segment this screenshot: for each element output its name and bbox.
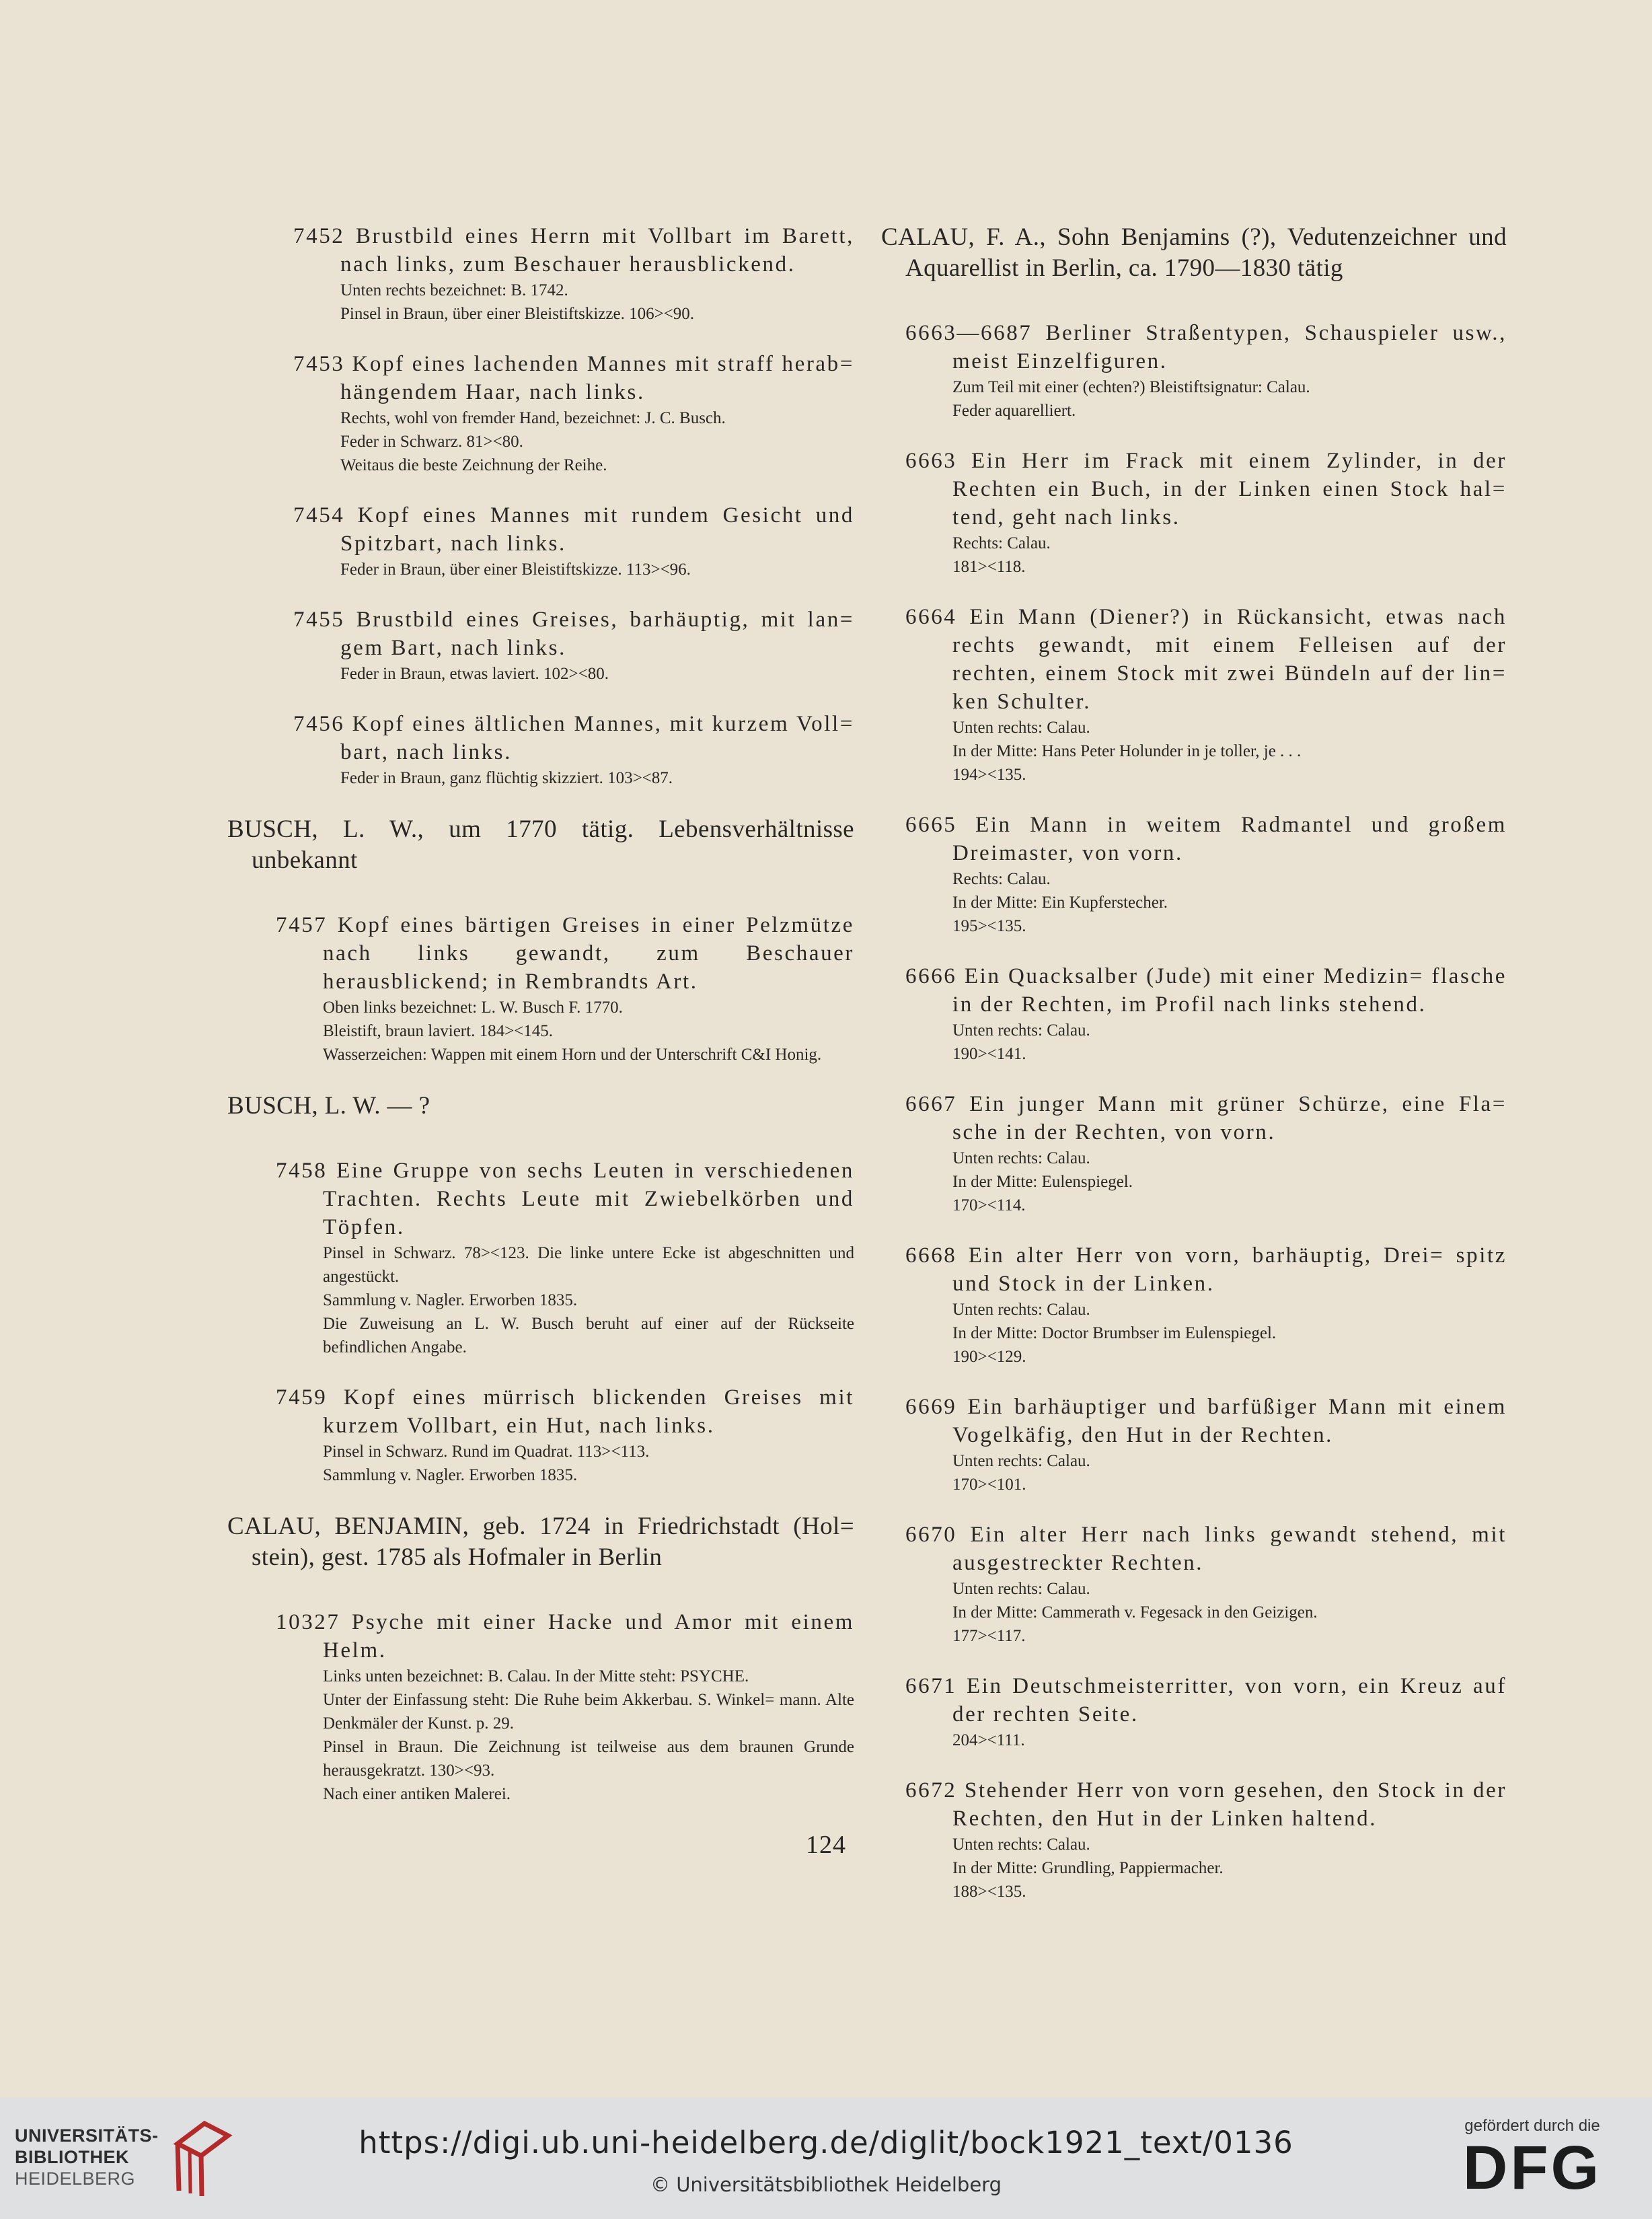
- entry-title: 7453 Kopf eines lachenden Mannes mit straff herab= hängendem Haar, nach links.: [293, 352, 854, 404]
- entry-group: [227, 1608, 854, 1806]
- entry-title: 6669 Ein barhäuptiger und barfüßiger Mann mit einem Vogelkäfig, den Hut in der Rechten.: [905, 1395, 1507, 1447]
- entry-note: Unten rechts: Calau.: [952, 1452, 1090, 1470]
- entry-note: 177><117.: [952, 1627, 1026, 1645]
- entry-note: Feder aquarelliert.: [952, 402, 1076, 420]
- entry-note: Feder in Braun, etwas laviert. 102><80.: [340, 665, 609, 683]
- catalog-entry: [293, 350, 854, 477]
- entry-note: Sammlung v. Nagler. Erworben 1835.: [323, 1291, 578, 1309]
- page-number: 124: [806, 1831, 846, 1859]
- entry-note: In der Mitte: Cammerath v. Fegesack in den Geizigen.: [952, 1603, 1318, 1622]
- entry-note: Unter der Einfassung steht: Die Ruhe beim Akkerbau. S. Winkel= mann. Alte Denkmäler der Kunst. p. 29.: [323, 1691, 854, 1733]
- entry-notes: [905, 1577, 1507, 1648]
- catalog-entry: [276, 1157, 854, 1359]
- entry-title: 6663—6687 Berliner Straßentypen, Schauspieler usw., meist Einzelfiguren.: [905, 321, 1507, 373]
- entry-notes: [905, 375, 1507, 423]
- entry-title: 6668 Ein alter Herr von vorn, barhäuptig, Drei= spitz und Stock in der Linken.: [905, 1243, 1507, 1296]
- entry-note: 195><135.: [952, 917, 1026, 935]
- entry-title: 6671 Ein Deutschmeisterritter, von vorn, ein Kreuz auf der rechten Seite.: [905, 1674, 1507, 1726]
- catalog-entry: [276, 911, 854, 1066]
- catalog-entry: [905, 1393, 1507, 1496]
- entry-note: Wasserzeichen: Wappen mit einem Horn und der Unterschrift C&I Honig.: [323, 1046, 822, 1064]
- entry-note: Feder in Schwarz. 81><80.: [340, 433, 523, 451]
- entry-note: 190><141.: [952, 1045, 1026, 1063]
- entry-title: 6665 Ein Mann in weitem Radmantel und großem Dreimaster, von vorn.: [905, 813, 1507, 865]
- entry-note: 194><135.: [952, 766, 1026, 784]
- permalink-url[interactable]: https://digi.ub.uni-heidelberg.de/diglit/bock1921_text/0136: [359, 2125, 1293, 2160]
- catalog-entry: [905, 1241, 1507, 1369]
- entry-notes: [905, 716, 1507, 787]
- entry-title: 7456 Kopf eines ältlichen Mannes, mit kurzem Voll= bart, nach links.: [293, 712, 854, 764]
- entry-notes: [905, 867, 1507, 938]
- entry-title: 6664 Ein Mann (Diener?) in Rückansicht, etwas nach rechts gewandt, mit einem Felleisen auf der rechten, einem Stock mit zwei Bündeln auf der lin= ken Schulter.: [905, 605, 1507, 714]
- entry-notes: [905, 1298, 1507, 1369]
- logo-text: UNIVERSITÄTS- BIBLIOTHEK HEIDELBERG: [15, 2125, 159, 2189]
- entry-note: Pinsel in Braun. Die Zeichnung ist teilweise aus dem braunen Grunde herausgekratzt. 130><93.: [323, 1738, 854, 1780]
- entry-notes: [905, 1729, 1507, 1752]
- entry-notes: [293, 279, 854, 326]
- entry-notes: [293, 766, 854, 790]
- entry-notes: [905, 532, 1507, 579]
- entry-note: Die Zuweisung an L. W. Busch beruht auf einer auf der Rückseite befindlichen Angabe.: [323, 1315, 854, 1356]
- entry-notes: [276, 996, 854, 1066]
- catalog-entry: [905, 447, 1507, 579]
- dfg-funder-logo[interactable]: [1452, 2117, 1613, 2200]
- entry-title: 7455 Brustbild eines Greises, barhäuptig, mit lan= gem Bart, nach links.: [293, 608, 854, 660]
- catalog-entry: [293, 606, 854, 686]
- catalog-entry: [905, 603, 1507, 787]
- entry-note: Pinsel in Schwarz. Rund im Quadrat. 113><113.: [323, 1443, 650, 1461]
- entry-title: 6667 Ein junger Mann mit grüner Schürze, eine Fla= sche in der Rechten, von vorn.: [905, 1092, 1507, 1144]
- entry-note: In der Mitte: Eulenspiegel.: [952, 1173, 1133, 1191]
- entry-notes: [905, 1147, 1507, 1217]
- entry-note: Unten rechts: Calau.: [952, 1580, 1090, 1598]
- catalog-entry: [905, 319, 1507, 423]
- copyright-notice: © Universitätsbibliothek Heidelberg: [650, 2173, 1002, 2196]
- entry-note: Rechts: Calau.: [952, 534, 1051, 552]
- entry-note: Bleistift, braun laviert. 184><145.: [323, 1022, 554, 1040]
- entry-note: In der Mitte: Ein Kupferstecher.: [952, 894, 1168, 912]
- entry-note: Pinsel in Schwarz. 78><123. Die linke untere Ecke ist abgeschnitten und angestückt.: [323, 1244, 854, 1286]
- entry-notes: [905, 1019, 1507, 1066]
- entry-title: 6672 Stehender Herr von vorn gesehen, den Stock in der Rechten, den Hut in der Linken haltend.: [905, 1778, 1507, 1831]
- entry-note: Rechts: Calau.: [952, 870, 1051, 888]
- entry-title: 7457 Kopf eines bärtigen Greises in einer Pelzmütze nach links gewandt, zum Beschauer herausblickend; in Rembrandts Art.: [276, 913, 854, 994]
- entry-notes: [905, 1449, 1507, 1496]
- entry-title: 7459 Kopf eines mürrisch blickenden Greises mit kurzem Vollbart, ein Hut, nach links.: [276, 1385, 854, 1438]
- entry-note: Unten rechts: Calau.: [952, 1835, 1090, 1854]
- left-column: [227, 222, 854, 1830]
- entry-notes: [276, 1665, 854, 1806]
- entry-group: [227, 222, 854, 790]
- entry-note: Feder in Braun, ganz flüchtig skizziert. 103><87.: [340, 769, 673, 787]
- entry-note: Feder in Braun, über einer Bleistiftskizze. 113><96.: [340, 560, 691, 579]
- entry-group: [881, 319, 1507, 1903]
- artist-heading: CALAU, BENJAMIN, geb. 1724 in Friedrichstadt (Hol= stein), gest. 1785 als Hofmaler in Berlin: [227, 1513, 854, 1571]
- catalog-entry: [905, 962, 1507, 1066]
- catalog-entry: [905, 1090, 1507, 1217]
- catalog-entry: [293, 222, 854, 326]
- entry-note: 170><114.: [952, 1196, 1026, 1214]
- entry-title: 6666 Ein Quacksalber (Jude) mit einer Medizin= flasche in der Rechten, im Profil nach links stehend.: [905, 964, 1507, 1017]
- entry-note: Unten rechts: Calau.: [952, 1301, 1090, 1319]
- entry-notes: [293, 406, 854, 477]
- artist-heading: BUSCH, L. W. — ?: [227, 1092, 430, 1120]
- entry-note: 204><111.: [952, 1731, 1025, 1749]
- entry-group: [227, 1157, 854, 1487]
- funded-by-label: gefördert durch die: [1464, 2117, 1600, 2135]
- catalog-entry: [276, 1383, 854, 1487]
- entry-notes: [293, 558, 854, 581]
- catalog-entry: [905, 1521, 1507, 1648]
- right-column: [881, 222, 1507, 1928]
- entry-title: 6670 Ein alter Herr nach links gewandt stehend, mit ausgestreckter Rechten.: [905, 1523, 1507, 1575]
- artist-heading: BUSCH, L. W., um 1770 tätig. Lebensverhältnisse unbekannt: [227, 815, 854, 874]
- entry-title: 10327 Psyche mit einer Hacke und Amor mit einem Helm.: [276, 1610, 854, 1663]
- catalog-entry: [293, 710, 854, 790]
- catalog-entry: [293, 501, 854, 581]
- entry-note: Rechts, wohl von fremder Hand, bezeichnet: J. C. Busch.: [340, 409, 726, 427]
- entry-title: 7452 Brustbild eines Herrn mit Vollbart im Barett, nach links, zum Beschauer herausblickend.: [293, 224, 854, 277]
- entry-notes: [293, 662, 854, 686]
- entry-title: 7454 Kopf eines Mannes mit rundem Gesicht und Spitzbart, nach links.: [293, 503, 854, 556]
- entry-note: Unten rechts: Calau.: [952, 1021, 1090, 1040]
- dfg-logo: DFG: [1462, 2134, 1602, 2202]
- entry-note: Zum Teil mit einer (echten?) Bleistiftsignatur: Calau.: [952, 378, 1310, 396]
- entry-note: In der Mitte: Grundling, Pappiermacher.: [952, 1859, 1224, 1877]
- entry-note: Unten rechts bezeichnet: B. 1742.: [340, 281, 568, 299]
- entry-note: In der Mitte: Hans Peter Holunder in je toller, je . . .: [952, 742, 1302, 760]
- entry-note: Pinsel in Braun, über einer Bleistiftskizze. 106><90.: [340, 305, 695, 323]
- entry-note: 188><135.: [952, 1883, 1026, 1901]
- entry-title: 7458 Eine Gruppe von sechs Leuten in verschiedenen Trachten. Rechts Leute mit Zwiebelkörben und Töpfen.: [276, 1159, 854, 1239]
- entry-note: Sammlung v. Nagler. Erworben 1835.: [323, 1466, 578, 1484]
- entry-notes: [276, 1440, 854, 1487]
- artist-heading: CALAU, F. A., Sohn Benjamins (?), Vedutenzeichner und Aquarellist in Berlin, ca. 1790—1830 tätig: [881, 223, 1507, 282]
- entry-note: 181><118.: [952, 558, 1026, 576]
- entry-note: 170><101.: [952, 1476, 1026, 1494]
- entry-note: In der Mitte: Doctor Brumbser im Eulenspiegel.: [952, 1324, 1277, 1342]
- entry-note: Links unten bezeichnet: B. Calau. In der Mitte steht: PSYCHE.: [323, 1667, 749, 1685]
- footer-bar: [0, 2098, 1652, 2219]
- entry-note: Weitaus die beste Zeichnung der Reihe.: [340, 456, 607, 474]
- catalog-entry: [905, 811, 1507, 938]
- entry-note: 190><129.: [952, 1348, 1026, 1366]
- entry-note: Unten rechts: Calau.: [952, 719, 1090, 737]
- catalog-entry: [276, 1608, 854, 1806]
- entry-group: [227, 911, 854, 1066]
- entry-title: 6663 Ein Herr im Frack mit einem Zylinder, in der Rechten ein Buch, in der Linken einen Stock hal= tend, geht nach links.: [905, 449, 1507, 530]
- entry-note: Unten rechts: Calau.: [952, 1149, 1090, 1167]
- entry-notes: [276, 1241, 854, 1359]
- catalog-entry: [905, 1672, 1507, 1752]
- entry-note: Nach einer antiken Malerei.: [323, 1785, 511, 1803]
- entry-note: Oben links bezeichnet: L. W. Busch F. 1770.: [323, 998, 623, 1017]
